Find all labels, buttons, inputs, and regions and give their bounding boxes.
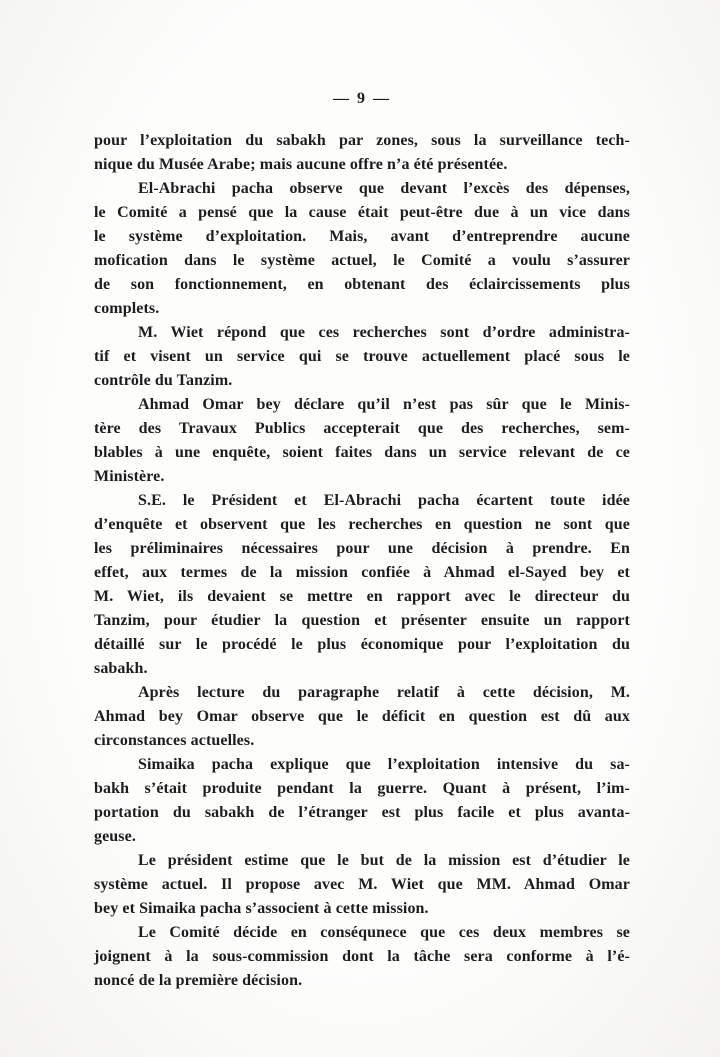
text-line <box>94 297 630 321</box>
text-line <box>94 369 630 393</box>
text-line <box>94 561 630 585</box>
text-line-content: Ahmad Omar bey déclare qu’il n’est pas sûr que le Minis- <box>138 396 630 413</box>
text-line <box>94 489 630 513</box>
text-line <box>94 825 630 849</box>
text-line <box>94 129 630 153</box>
text-line-content: pour l’exploitation du sabakh par zones, sous la surveillance tech- <box>94 132 630 149</box>
text-line-content: les préliminaires nécessaires pour une décision à prendre. En <box>94 540 630 557</box>
text-line <box>94 801 630 825</box>
text-line-content: mofication dans le système actuel, le Comité a voulu s’assurer <box>94 252 630 269</box>
text-line <box>94 729 630 753</box>
text-line-content: nique du Musée Arabe; mais aucune offre n’a été présentée. <box>94 156 508 173</box>
text-line <box>94 465 630 489</box>
text-line <box>94 921 630 945</box>
text-line-content: blables à une enquête, soient faites dans un service relevant de ce <box>94 444 630 461</box>
text-line-content: joignent à la sous-commission dont la tâche sera conforme à l’é- <box>94 948 630 965</box>
text-line-content: effet, aux termes de la mission confiée à Ahmad el-Sayed bey et <box>94 564 630 581</box>
text-line <box>94 753 630 777</box>
text-line-content: Ministère. <box>94 468 165 485</box>
text-line-content: sabakh. <box>94 660 148 677</box>
text-line <box>94 417 630 441</box>
text-line <box>94 153 630 177</box>
text-line-content: Tanzim, pour étudier la question et présenter ensuite un rapport <box>94 612 630 629</box>
text-line <box>94 537 630 561</box>
text-line-content: geuse. <box>94 828 136 845</box>
text-line <box>94 705 630 729</box>
text-line-content: portation du sabakh de l’étranger est plus facile et plus avanta- <box>94 804 630 821</box>
text-line-content: détaillé sur le procédé le plus économique pour l’exploitation du <box>94 636 630 653</box>
text-line <box>94 393 630 417</box>
text-line <box>94 321 630 345</box>
text-line <box>94 177 630 201</box>
text-line-content: de son fonctionnement, en obtenant des éclaircissements plus <box>94 276 630 293</box>
text-line <box>94 969 630 993</box>
text-line <box>94 777 630 801</box>
text-line-content: El-Abrachi pacha observe que devant l’excès des dépenses, <box>138 180 630 197</box>
text-line <box>94 897 630 921</box>
text-line <box>94 441 630 465</box>
text-line-content: système actuel. Il propose avec M. Wiet que MM. Ahmad Omar <box>94 876 630 893</box>
text-line <box>94 345 630 369</box>
text-line <box>94 225 630 249</box>
text-line <box>94 945 630 969</box>
text-line <box>94 585 630 609</box>
text-line-content: noncé de la première décision. <box>94 972 303 989</box>
text-line <box>94 633 630 657</box>
text-line <box>94 849 630 873</box>
text-line-content: bey et Simaika pacha s’associent à cette mission. <box>94 900 429 917</box>
text-line-content: d’enquête et observent que les recherches en question ne sont que <box>94 516 630 533</box>
text-line <box>94 273 630 297</box>
text-line-content: bakh s’était produite pendant la guerre. Quant à présent, l’im- <box>94 780 630 797</box>
text-line-content: S.E. le Président et El-Abrachi pacha écartent toute idée <box>138 492 630 509</box>
text-line <box>94 873 630 897</box>
text-line <box>94 513 630 537</box>
page-number: — 9 — <box>333 90 391 107</box>
text-line-content: circonstances actuelles. <box>94 732 255 749</box>
text-line-content: tère des Travaux Publics accepterait que des recherches, sem- <box>94 420 630 437</box>
text-line <box>94 249 630 273</box>
text-line-content: le système d’exploitation. Mais, avant d’entreprendre aucune <box>94 228 630 245</box>
text-line-content: M. Wiet, ils devaient se mettre en rapport avec le directeur du <box>94 588 630 605</box>
text-line-content: Le président estime que le but de la mission est d’étudier le <box>138 852 630 869</box>
text-line <box>94 609 630 633</box>
text-line-content: le Comité a pensé que la cause était peut-être due à un vice dans <box>94 204 630 221</box>
text-line <box>94 681 630 705</box>
text-line-content: Ahmad bey Omar observe que le déficit en question est dû aux <box>94 708 630 725</box>
text-line-content: Après lecture du paragraphe relatif à cette décision, M. <box>138 684 630 701</box>
text-line-content: complets. <box>94 300 160 317</box>
text-line <box>94 201 630 225</box>
text-line-content: contrôle du Tanzim. <box>94 372 233 389</box>
text-line-content: Simaika pacha explique que l’exploitation intensive du sa- <box>138 756 630 773</box>
text-line-content: tif et visent un service qui se trouve actuellement placé sous le <box>94 348 630 365</box>
page-text <box>94 129 630 993</box>
text-line <box>94 657 630 681</box>
text-line-content: M. Wiet répond que ces recherches sont d’ordre administra- <box>138 324 630 341</box>
text-line-content: Le Comité décide en conséqunece que ces deux membres se <box>138 924 630 941</box>
